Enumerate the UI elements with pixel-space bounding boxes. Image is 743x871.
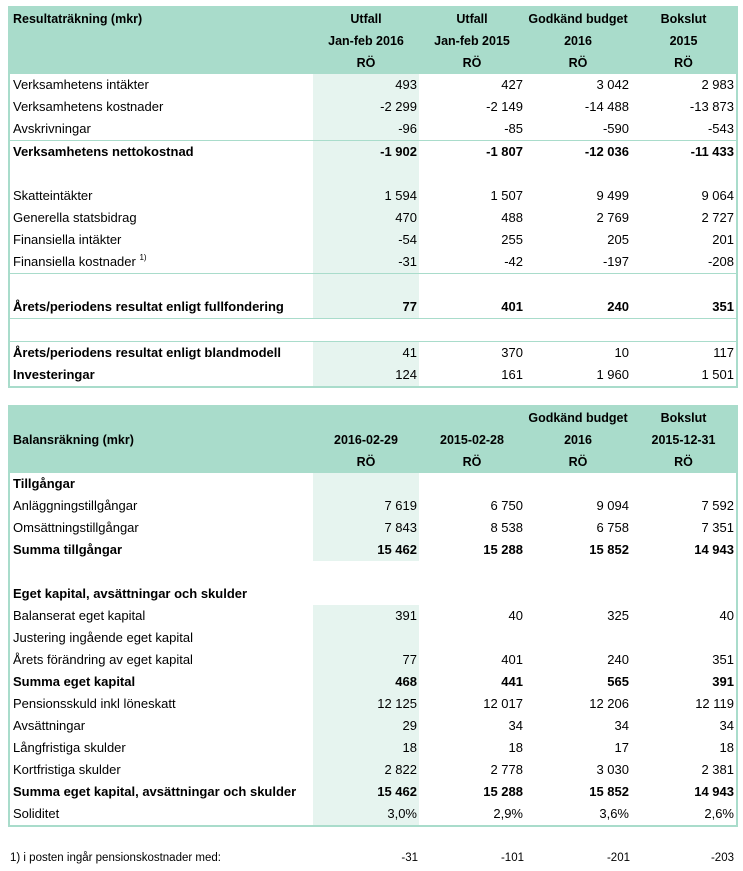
cell: -96 <box>313 118 419 141</box>
cell: 401 <box>501 299 523 314</box>
cell: 12 206 <box>589 696 629 711</box>
table-row <box>9 737 737 759</box>
row-label: Finansiella intäkter <box>13 232 122 247</box>
cell: 6 750 <box>490 498 523 513</box>
column-header: RÖ <box>631 451 737 473</box>
row-label: Generella statsbidrag <box>13 210 137 225</box>
row-label: Verksamhetens intäkter <box>13 77 149 92</box>
cell <box>419 627 525 649</box>
table-row <box>9 364 737 387</box>
cell: -1 902 <box>313 141 419 164</box>
spacer-row <box>9 319 737 342</box>
cell: 15 462 <box>313 781 419 803</box>
cell: 201 <box>712 232 734 247</box>
cell <box>313 583 419 605</box>
cell: 441 <box>501 674 523 689</box>
cell: 2 769 <box>596 210 629 225</box>
cell: 9 499 <box>596 188 629 203</box>
column-header: Bokslut <box>631 406 737 429</box>
column-header: Godkänd budget <box>525 7 631 30</box>
cell: 9 064 <box>701 188 734 203</box>
cell: 15 462 <box>313 539 419 561</box>
cell: 2 983 <box>701 77 734 92</box>
cell: 470 <box>313 207 419 229</box>
table-row <box>9 251 737 274</box>
cell <box>525 583 631 605</box>
row-label: Summa eget kapital <box>13 674 136 689</box>
table-row-result <box>9 342 737 365</box>
cell <box>525 473 631 495</box>
column-header: RÖ <box>419 52 525 74</box>
row-label: Balanserat eget kapital <box>13 608 146 623</box>
row-label <box>9 251 313 274</box>
cell: -2 299 <box>313 96 419 118</box>
cell: 1 594 <box>313 185 419 207</box>
table-row <box>9 517 737 539</box>
cell: 41 <box>313 342 419 365</box>
row-label: Verksamhetens kostnader <box>13 99 164 114</box>
cell: 12 017 <box>483 696 523 711</box>
table-row <box>9 185 737 207</box>
cell: 325 <box>607 608 629 623</box>
row-label: Pensionsskuld inkl löneskatt <box>13 696 176 711</box>
row-label: Summa tillgångar <box>13 542 123 557</box>
header-cell <box>9 406 313 429</box>
table-row-total <box>9 781 737 803</box>
cell: 2,9% <box>493 806 523 821</box>
cell: 15 852 <box>589 542 629 557</box>
table-header-row <box>9 30 737 52</box>
cell: -13 873 <box>689 99 734 114</box>
table-row <box>9 118 737 141</box>
cell: 427 <box>501 77 523 92</box>
cell: -42 <box>504 254 523 269</box>
spacer-row <box>9 561 737 583</box>
column-header <box>313 406 419 429</box>
cell: 29 <box>313 715 419 737</box>
section-heading-row <box>9 583 737 605</box>
cell: 34 <box>719 718 734 733</box>
footnote <box>8 848 736 868</box>
row-label: Soliditet <box>13 806 60 821</box>
cell: 351 <box>712 652 734 667</box>
cell: -12 036 <box>525 141 631 164</box>
column-header <box>419 406 525 429</box>
cell: -14 488 <box>584 99 629 114</box>
column-header: RÖ <box>525 52 631 74</box>
cell: 1 501 <box>701 367 734 382</box>
row-label: Omsättningstillgångar <box>13 520 139 535</box>
cell: 255 <box>501 232 523 247</box>
cell: 34 <box>614 718 629 733</box>
row-label-text: Finansiella kostnader <box>13 254 136 269</box>
column-header: 2016 <box>525 30 631 52</box>
row-label: Kortfristiga skulder <box>13 762 121 777</box>
cell: -2 149 <box>486 99 523 114</box>
cell: 3 042 <box>596 77 629 92</box>
column-header: RÖ <box>525 451 631 473</box>
column-header: Utfall <box>313 7 419 30</box>
cell: 18 <box>719 740 734 755</box>
cell: 7 843 <box>313 517 419 539</box>
footnote-text: 1) i posten ingår pensionskostnader med: <box>10 852 221 864</box>
cell: 2 822 <box>313 759 419 781</box>
cell: 14 943 <box>694 784 734 799</box>
cell: 391 <box>313 605 419 627</box>
cell: -31 <box>313 251 419 274</box>
cell: 15 288 <box>483 542 523 557</box>
cell: -208 <box>707 254 734 269</box>
cell: 8 538 <box>490 520 523 535</box>
cell <box>419 473 525 495</box>
cell: 18 <box>313 737 419 759</box>
cell: 3 030 <box>596 762 629 777</box>
column-header: 2015-12-31 <box>631 429 737 451</box>
column-header: RÖ <box>313 451 419 473</box>
cell: 240 <box>607 299 629 314</box>
table-row <box>9 693 737 715</box>
cell: 40 <box>719 608 734 623</box>
header-cell <box>9 52 313 74</box>
table-title: Resultaträkning (mkr) <box>9 7 313 30</box>
section-heading: Eget kapital, avsättningar och skulder <box>13 586 248 601</box>
column-header: 2016-02-29 <box>313 429 419 451</box>
row-label: Årets/periodens resultat enligt blandmodell <box>9 342 313 365</box>
cell: -543 <box>707 121 734 136</box>
table-row <box>9 74 737 96</box>
cell: 2,6% <box>704 806 734 821</box>
cell: 565 <box>607 674 629 689</box>
row-label: Investeringar <box>13 367 95 382</box>
spacer-row <box>9 163 737 185</box>
cell: 7 592 <box>701 498 734 513</box>
cell: 205 <box>607 232 629 247</box>
cell: 9 094 <box>596 498 629 513</box>
cell: 1 507 <box>490 188 523 203</box>
cell <box>419 583 525 605</box>
column-header: RÖ <box>419 451 525 473</box>
income-statement-table <box>8 6 738 388</box>
row-label: Summa eget kapital, avsättningar och skulder <box>13 784 297 799</box>
cell: 240 <box>607 652 629 667</box>
column-header: Bokslut <box>631 7 737 30</box>
table-row <box>9 207 737 229</box>
cell: 77 <box>313 296 419 319</box>
section-heading-row <box>9 473 737 495</box>
cell: 14 943 <box>694 542 734 557</box>
cell: 401 <box>501 652 523 667</box>
table-title: Balansräkning (mkr) <box>9 429 313 451</box>
cell: 117 <box>631 342 737 365</box>
spacer-row <box>9 274 737 297</box>
cell: 2 778 <box>490 762 523 777</box>
footnote-mark: 1) <box>139 253 147 262</box>
footnote-value: -201 <box>606 852 630 864</box>
table-row <box>9 649 737 671</box>
cell <box>313 627 419 649</box>
cell: 7 351 <box>701 520 734 535</box>
table-row <box>9 495 737 517</box>
cell: 2 381 <box>701 762 734 777</box>
table-header-row <box>9 451 737 473</box>
cell: 488 <box>501 210 523 225</box>
cell: 15 288 <box>483 784 523 799</box>
cell: 15 852 <box>589 784 629 799</box>
row-label: Avskrivningar <box>13 121 91 136</box>
cell: 391 <box>712 674 734 689</box>
cell <box>631 627 737 649</box>
table-row-total <box>9 671 737 693</box>
cell: -1 807 <box>419 141 525 164</box>
cell: 17 <box>614 740 629 755</box>
cell: -11 433 <box>631 141 737 164</box>
table-row <box>9 96 737 118</box>
table-row <box>9 605 737 627</box>
cell: 124 <box>313 364 419 387</box>
cell: 370 <box>419 342 525 365</box>
cell: 12 125 <box>313 693 419 715</box>
column-header: 2015 <box>631 30 737 52</box>
cell: 77 <box>313 649 419 671</box>
cell: 12 119 <box>695 696 734 711</box>
table-header-row <box>9 7 737 30</box>
table-row <box>9 759 737 781</box>
cell: 10 <box>525 342 631 365</box>
footnote-value: -203 <box>710 852 734 864</box>
cell <box>313 473 419 495</box>
row-label: Långfristiga skulder <box>13 740 126 755</box>
cell <box>631 583 737 605</box>
header-cell <box>9 30 313 52</box>
column-header: Godkänd budget <box>525 406 631 429</box>
cell: 493 <box>313 74 419 96</box>
cell: 7 619 <box>313 495 419 517</box>
row-label: Verksamhetens nettokostnad <box>9 141 313 164</box>
row-label: Årets förändring av eget kapital <box>13 652 193 667</box>
table-row <box>9 715 737 737</box>
cell: 3,0% <box>313 803 419 826</box>
cell: 1 960 <box>596 367 629 382</box>
table-row-total <box>9 539 737 561</box>
column-header: Jan-feb 2016 <box>313 30 419 52</box>
footnote-value: -101 <box>500 852 524 864</box>
header-cell <box>9 451 313 473</box>
cell: 351 <box>712 299 734 314</box>
table-row-total <box>9 141 737 164</box>
cell: 18 <box>508 740 523 755</box>
column-header: Jan-feb 2015 <box>419 30 525 52</box>
table-row <box>9 627 737 649</box>
cell: 468 <box>313 671 419 693</box>
cell: 40 <box>508 608 523 623</box>
row-label: Justering ingående eget kapital <box>13 630 193 645</box>
table-header-row <box>9 52 737 74</box>
table-row <box>9 803 737 826</box>
cell: 34 <box>508 718 523 733</box>
cell: 161 <box>501 367 523 382</box>
table-row <box>9 229 737 251</box>
cell <box>631 473 737 495</box>
column-header: Utfall <box>419 7 525 30</box>
row-label: Anläggningstillgångar <box>13 498 138 513</box>
cell: 3,6% <box>599 806 629 821</box>
column-header: RÖ <box>313 52 419 74</box>
cell: -197 <box>602 254 629 269</box>
section-heading: Tillgångar <box>13 476 75 491</box>
column-header: 2016 <box>525 429 631 451</box>
table-header-row <box>9 406 737 429</box>
cell: -590 <box>602 121 629 136</box>
table-row-result <box>9 296 737 319</box>
row-label: Skatteintäkter <box>13 188 93 203</box>
row-label: Avsättningar <box>13 718 86 733</box>
table-header-row <box>9 429 737 451</box>
footnote-value: -31 <box>401 852 418 864</box>
balance-sheet-table <box>8 405 738 827</box>
cell: -85 <box>504 121 523 136</box>
cell <box>525 627 631 649</box>
cell: 2 727 <box>701 210 734 225</box>
column-header: 2015-02-28 <box>419 429 525 451</box>
column-header: RÖ <box>631 52 737 74</box>
cell: -54 <box>313 229 419 251</box>
cell: 6 758 <box>596 520 629 535</box>
row-label: Årets/periodens resultat enligt fullfondering <box>13 299 284 314</box>
